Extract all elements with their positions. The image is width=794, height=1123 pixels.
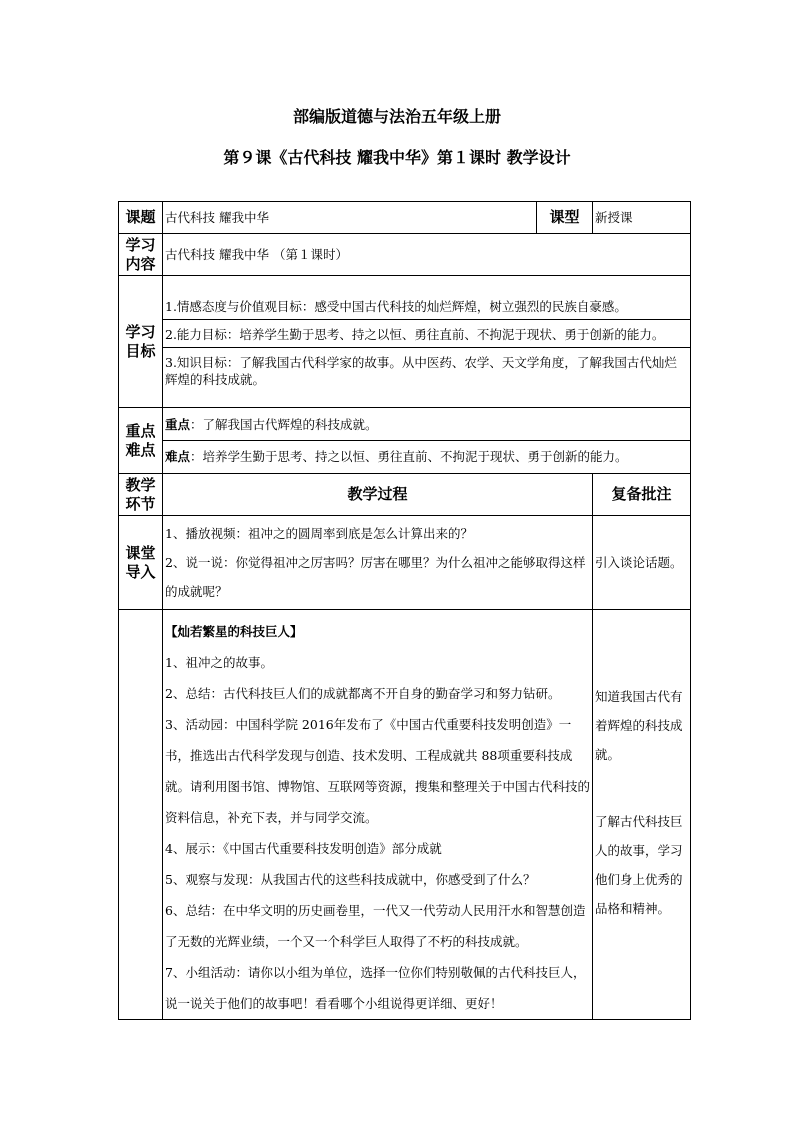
process-line-1: 1、祖冲之的故事。 xyxy=(165,655,273,670)
row-keypoints xyxy=(119,408,691,474)
keypoints-cell xyxy=(163,408,691,474)
process-line-4: 4、展示：《中国古代重要科技发明创造》部分成就 xyxy=(165,841,442,856)
process-line-3: 3、活动园：中国科学院 2016年发布了《中国古代重要科技发明创造》一书，推选出古代科学发现与创造、技术发明、工程成就共 88项重要科技成就。请利用图书馆、博物馆、互联网等资源，搜集和整理关于中国古代科技的资料信息，补充下表，并与同学交流。 xyxy=(165,717,591,825)
key-label: 重点 xyxy=(165,417,191,432)
type-value: 新授课 xyxy=(593,202,691,234)
key-text: ：了解我国古代辉煌的科技成就。 xyxy=(190,417,378,432)
difficult-label: 难点 xyxy=(165,449,191,464)
row-process xyxy=(119,610,691,1020)
row-intro xyxy=(119,516,691,610)
content-label: 学习内容 xyxy=(119,234,163,276)
process-line-2: 2、总结：古代科技巨人们的成就都离不开自身的勤奋学习和努力钻研。 xyxy=(165,686,561,701)
process-notes xyxy=(593,610,691,1020)
goal-item-1: 1.情感态度与价值观目标：感受中国古代科技的灿烂辉煌，树立强烈的民族自豪感。 xyxy=(165,298,627,314)
content-value: 古代科技 耀我中华 （第１课时） xyxy=(163,234,691,276)
difficult-text: ：培养学生勤于思考、持之以恒、勇往直前、不拘泥于现状、勇于创新的能力。 xyxy=(190,449,628,464)
process-line-7: 7、小组活动：请你以小组为单位，选择一位你们特别敬佩的古代科技巨人，说一说关于他们的故事吧！看看哪个小组说得更详细、更好！ xyxy=(165,965,586,1011)
intro-note: 引入谈论话题。 xyxy=(593,516,691,610)
goal-item-2: 2.能力目标：培养学生勤于思考、持之以恒、勇往直前、不拘泥于现状、勇于创新的能力。 xyxy=(163,319,690,347)
intro-label: 课堂导入 xyxy=(119,516,163,610)
key-point xyxy=(163,409,690,440)
topic-value: 古代科技 耀我中华 xyxy=(163,202,537,234)
process-line-6: 6、总结：在中华文明的历史画卷里，一代又一代劳动人民用汗水和智慧创造了无数的光辉业绩，一个又一个科学巨人取得了不朽的科技成就。 xyxy=(165,903,586,949)
goal-item-3: 3.知识目标：了解我国古代科学家的故事。从中医药、农学、天文学角度，了解我国古代灿烂辉煌的科技成就。 xyxy=(163,347,690,392)
intro-line-1: 1、播放视频：祖冲之的圆周率到底是怎么计算出来的？ xyxy=(165,526,473,541)
intro-line-2: 2、说一说：你觉得祖冲之厉害吗？厉害在哪里？为什么祖冲之能够取得这样的成就呢？ xyxy=(165,555,586,599)
note-1: 知道我国古代有着辉煌的科技成就。 xyxy=(595,689,683,762)
row-goals xyxy=(119,276,691,408)
difficult-point xyxy=(163,440,690,472)
row-topic xyxy=(119,202,691,234)
intro-cell xyxy=(163,516,593,610)
row-content xyxy=(119,234,691,276)
type-label: 课型 xyxy=(537,202,593,234)
process-header: 教学过程 xyxy=(163,474,593,516)
process-cell xyxy=(163,610,593,1020)
goals-cell xyxy=(163,276,691,408)
stage-label: 教学环节 xyxy=(119,474,163,516)
topic-label: 课题 xyxy=(119,202,163,234)
section-title: 【灿若繁星的科技巨人】 xyxy=(165,624,303,639)
keypoints-label: 重点难点 xyxy=(119,408,163,474)
document-title: 部编版道德与法治五年级上册 xyxy=(292,107,501,126)
goals-label: 学习目标 xyxy=(119,276,163,408)
lesson-plan-table xyxy=(118,201,691,1020)
process-line-5: 5、观察与发现：从我国古代的这些科技成就中，你感受到了什么？ xyxy=(165,872,536,887)
row-section-header xyxy=(119,474,691,516)
note-2: 了解古代科技巨人的故事，学习他们身上优秀的品格和精神。 xyxy=(595,814,683,916)
document-subtitle: 第９课《古代科技 耀我中华》第１课时 教学设计 xyxy=(223,148,571,167)
notes-header: 复备批注 xyxy=(593,474,691,516)
process-stage-empty xyxy=(119,610,163,1020)
